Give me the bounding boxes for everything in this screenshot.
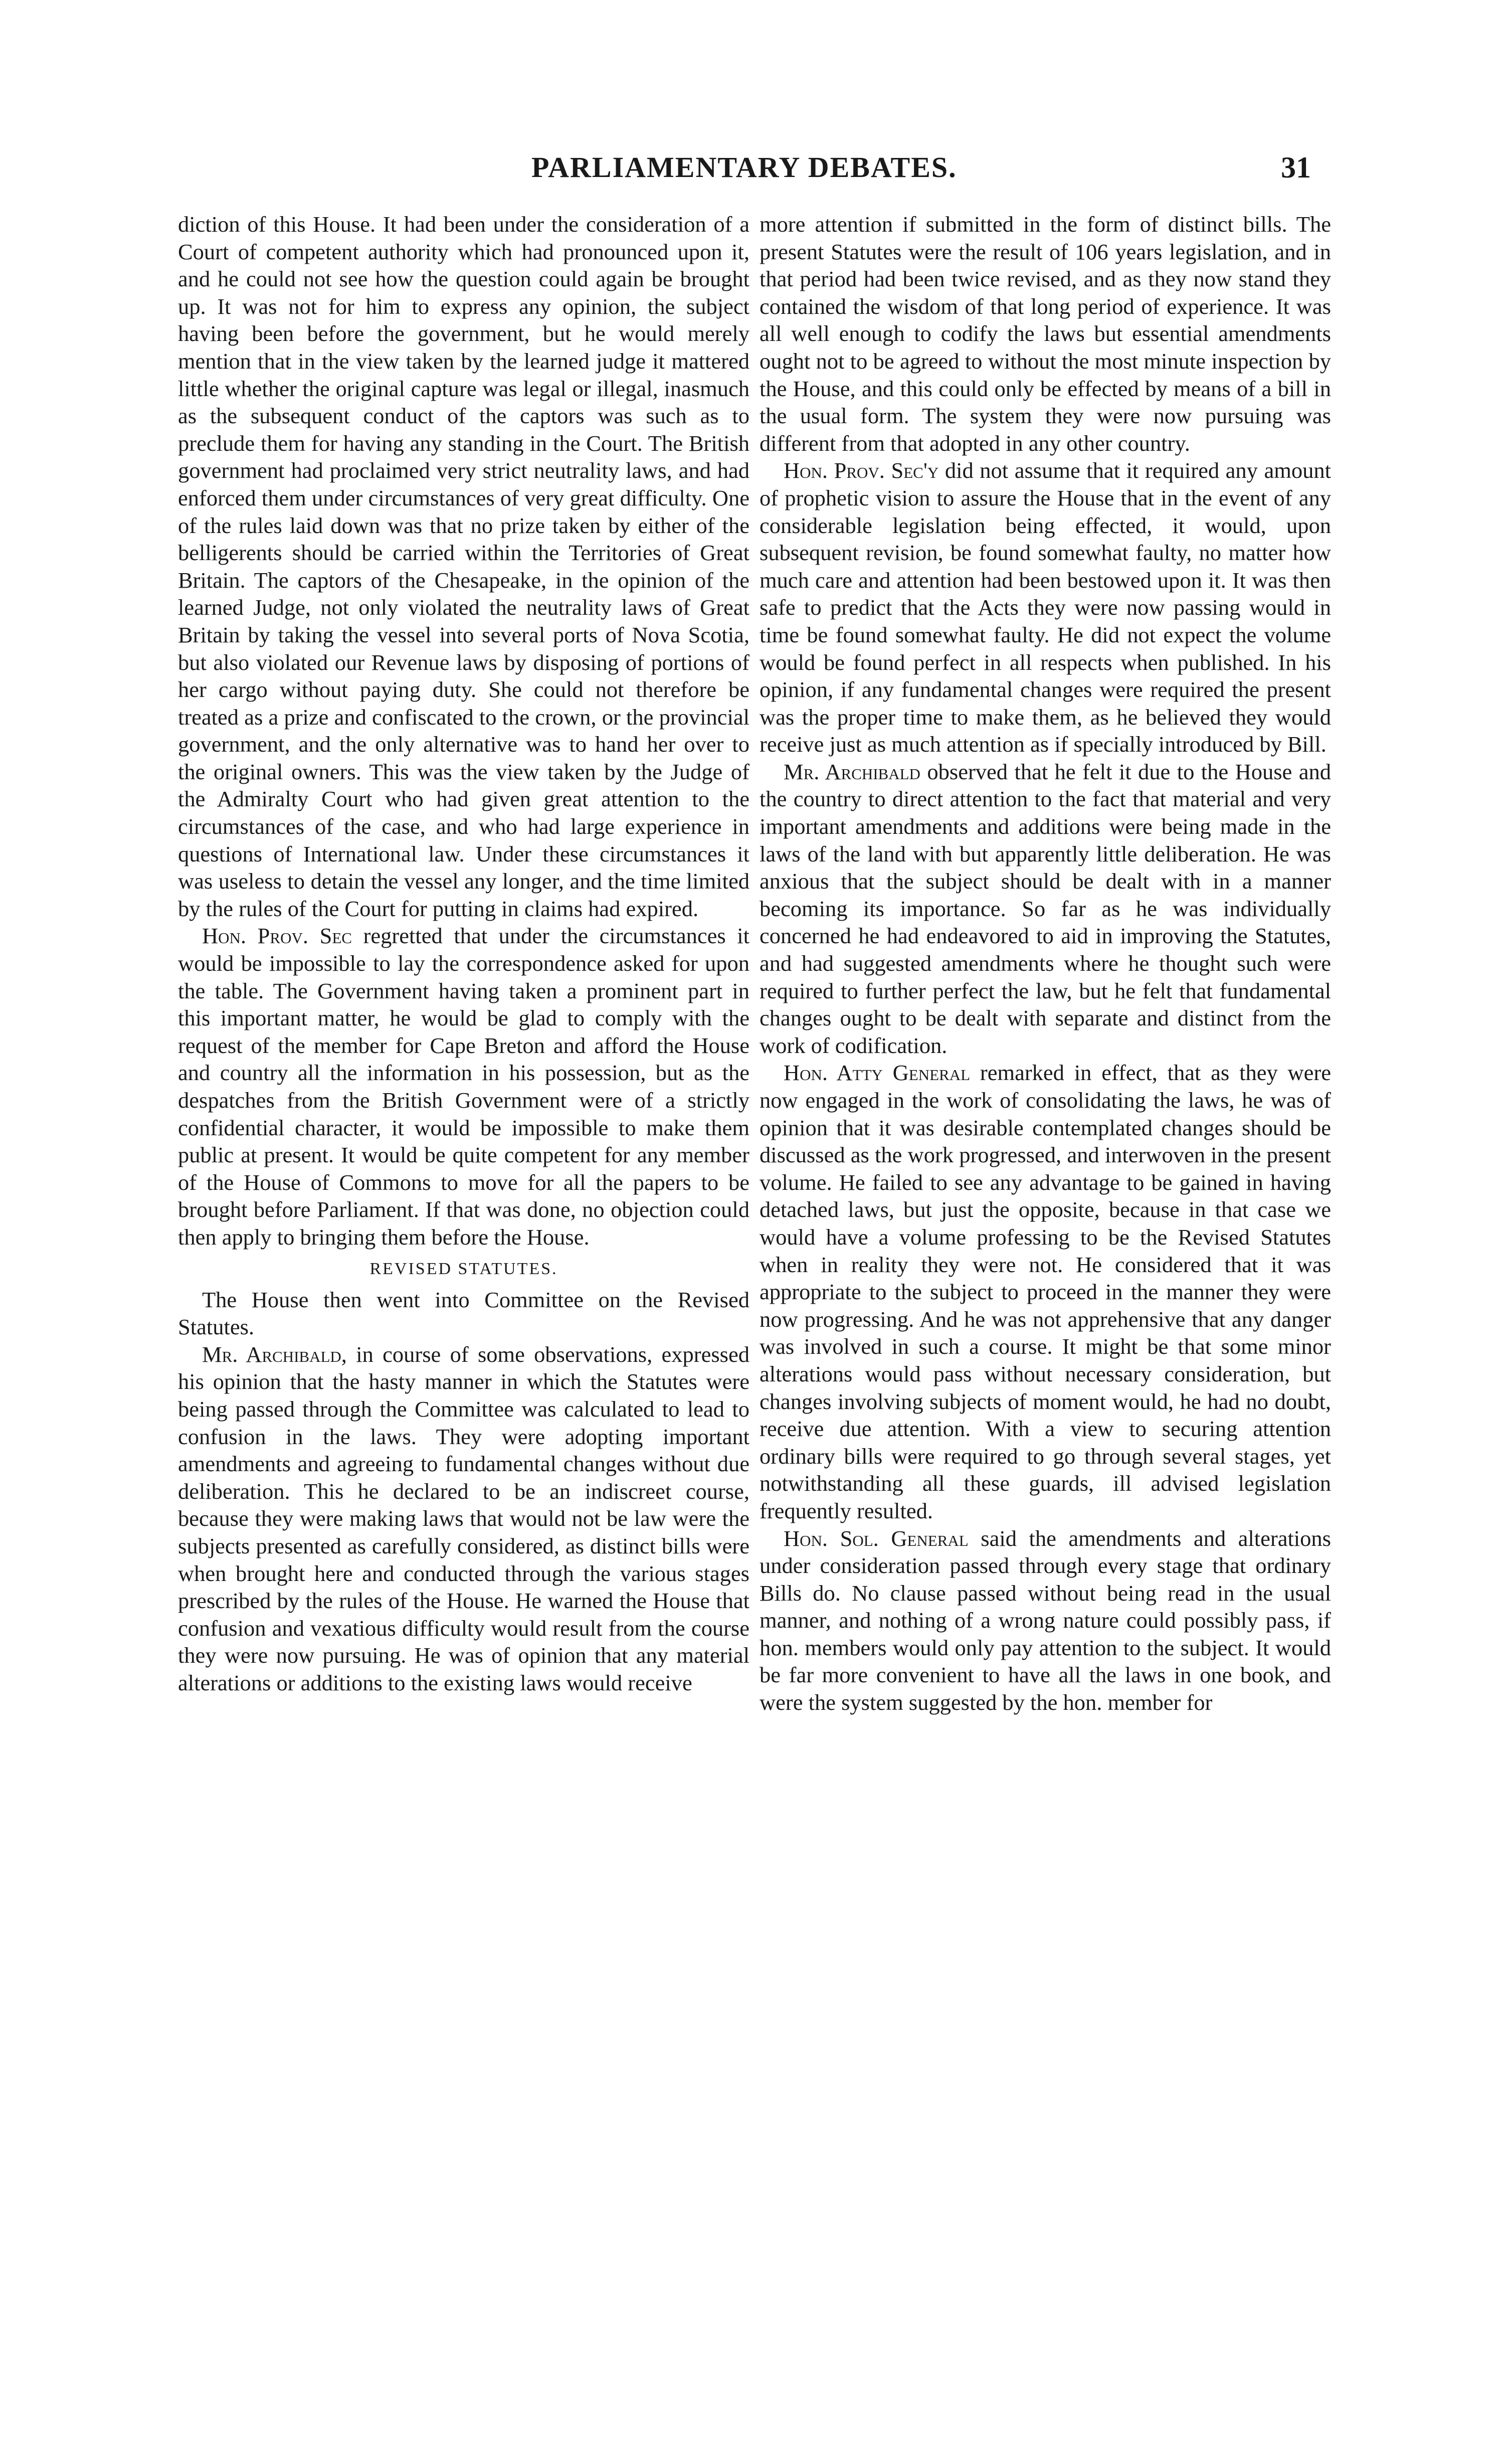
speaker-name: Hon. Prov. Sec'y	[784, 458, 939, 483]
page-number: 31	[1281, 151, 1311, 184]
section-heading: REVISED STATUTES.	[369, 1259, 558, 1278]
paragraph	[760, 1059, 1331, 1524]
paragraph	[760, 1525, 1331, 1716]
speech-text: observed that he felt it due to the House and the country to direct attention to the fact that material and very important amendments and additions were being made in the laws of the land with but apparently little deliberation. He was anxious that the subject should be dealt with in a manner becoming its importance. So far as he was individually concerned he had endeavored to aid in improving the Statutes, and had suggested amendments where he thought such were required to further perfect the law, but he felt that fundamental changes ought to be dealt with separate and distinct from the work of codification.	[760, 759, 1331, 1058]
speaker-name: Mr. Archibald	[784, 759, 920, 784]
paragraph: The House then went into Committee on the Revised Statutes.	[178, 1287, 749, 1340]
speaker-name: Hon. Atty General	[784, 1060, 971, 1086]
left-column	[178, 211, 749, 2387]
speaker-name: Mr. Archibald,	[202, 1341, 347, 1367]
paragraph: diction of this House. It had been under the consideration of a Court of competent authority which had pronounced upon it, and he could not see how the question could again be brought up. It was not for him to express any opinion, the subject having been before the government, but he would merely mention that in the view taken by the learned judge it mattered little whether the original capture was legal or illegal, inasmuch as the subsequent conduct of the captors was such as to preclude them for having any standing in the Court. The British government had proclaimed very strict neutrality laws, and had enforced them under circumstances of very great difficulty. One of the rules laid down was that no prize taken by either of the belligerents should be carried within the Territories of Great Britain. The captors of the Chesapeake, in the opinion of the learned Judge, not only violated the neutrality laws of Great Britain by taking the vessel into several ports of Nova Scotia, but also violated our Revenue laws by disposing of portions of her cargo without paying duty. She could not therefore be treated as a prize and confiscated to the crown, or the provincial government, and the only alternative was to hand her over to the original owners. This was the view taken by the Judge of the Admiralty Court who had given great attention to the circumstances of the case, and who had large experience in questions of International law. Under these circumstances it was useless to detain the vessel any longer, and the time limited by the rules of the Court for putting in claims had expired.	[178, 212, 749, 921]
speech-text: regretted that under the circumstances it would be impossible to lay the correspondence asked for upon the table. The Government having taken a prominent part in this important matter, he would be glad to comply with the request of the member for Cape Breton and afford the House and country all the information in his possession, but as the despatches from the British Government were of a strictly confidential character, it would be impossible to make them public at present. It would be quite competent for any member of the House of Commons to move for all the papers to be brought before Parliament. If that was done, no objection could then apply to bringing them before the House.	[178, 923, 749, 1250]
paragraph	[760, 758, 1331, 1060]
speech-text: remarked in effect, that as they were now engaged in the work of consolidating the laws, he was of opinion that it was desirable contemplated changes should be discussed as the work progressed, and interwoven in the present volume. He failed to see any advantage to be gained in having detached laws, but just the opposite, because in that case we would have a volume professing to be the Revised Statutes when in reality they were not. He considered that it was appropriate to the subject to proceed in the manner they were now progressing. And he was not apprehensive that any danger was involved in such a course. It might be that some minor alterations would pass without necessary consideration, but changes involving subjects of moment would, he had no doubt, receive due attention. With a view to securing attention ordinary bills were required to go through several stages, yet notwithstanding all these guards, ill advised legislation frequently resulted.	[760, 1060, 1331, 1523]
speech-text: said the amendments and alterations under consideration passed through every stage that ordinary Bills do. No clause passed without being read in the usual manner, and nothing of a wrong nature could possibly pass, if hon. members would only pay attention to the subject. It would be far more convenient to have all the laws in one book, and were the system suggested by the hon. member for	[760, 1525, 1331, 1715]
right-column	[760, 211, 1331, 2387]
speech-text: in course of some observations, expressed his opinion that the hasty manner in which the Statutes were being passed through the Committee was calculated to lead to confusion in the laws. They were adopting important amendments and agreeing to fundamental changes without due deliberation. This he declared to be an indiscreet course, because they were making laws that would not be law were the subjects presented as carefully considered, as distinct bills were when brought here and conducted through the various stages prescribed by the rules of the House. He warned the House that confusion and vexatious difficulty would result from the course they were now pursuing. He was of opinion that any material alterations or additions to the existing laws would receive	[178, 1341, 749, 1695]
running-head: PARLIAMENTARY DEBATES.	[531, 151, 957, 184]
speech-text: did not assume that it required any amount of prophetic vision to assure the House that in the event of any considerable legislation being effected, it would, upon subsequent revision, be found somewhat faulty, no matter how much care and attention had been bestowed upon it. It was then safe to predict that the Acts they were now passing would in time be found somewhat faulty. He did not expect the volume would be found perfect in all respects when published. In his opinion, if any fundamental changes were required the present was the proper time to make them, as he believed they would receive just as much attention as if specially introduced by Bill.	[760, 458, 1331, 757]
paragraph	[178, 922, 749, 1251]
page-header	[0, 150, 1508, 191]
speaker-name: Hon. Sol. General	[784, 1525, 969, 1551]
paragraph	[178, 1341, 749, 1697]
paragraph: more attention if submitted in the form of distinct bills. The present Statutes were the result of 106 years legislation, and in that period had been twice revised, and as they now stand they contained the wisdom of that long period of experience. It was all well enough to codify the laws but essential amendments ought not to be agreed to without the most minute inspection by the House, and this could only be effected by means of a bill in the usual form. The system they were now pursuing was different from that adopted in any other country.	[760, 212, 1331, 456]
speaker-name: Hon. Prov. Sec	[202, 923, 352, 949]
paragraph	[760, 457, 1331, 758]
